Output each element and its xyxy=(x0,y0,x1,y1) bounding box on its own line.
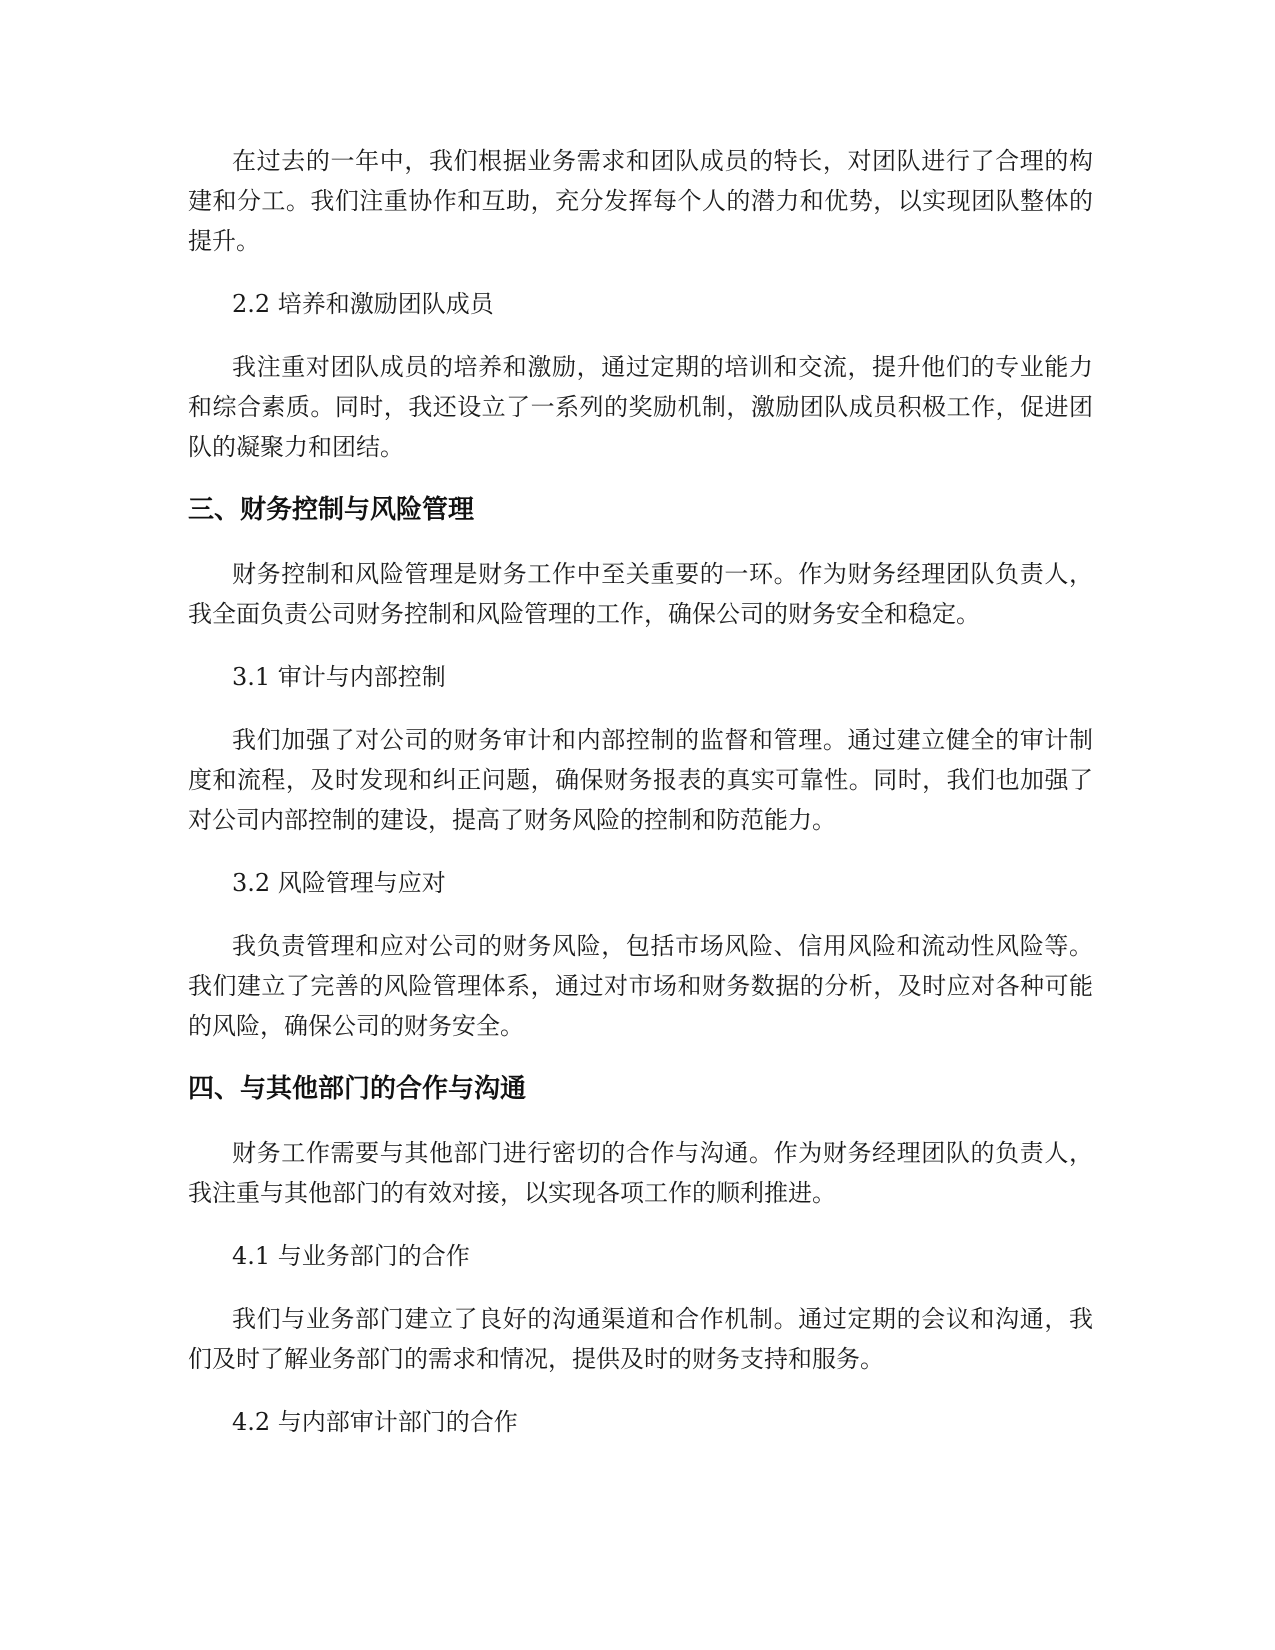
paragraph-cooperation: 财务工作需要与其他部门进行密切的合作与沟通。作为财务经理团队的负责人，我注重与其他部门的有效对接，以实现各项工作的顺利推进。 xyxy=(188,1139,1093,1207)
section-heading-3: 三、财务控制与风险管理 xyxy=(188,495,475,525)
subheading-3-1: 3.1 审计与内部控制 xyxy=(232,663,446,691)
paragraph-financial-control: 财务控制和风险管理是财务工作中至关重要的一环。作为财务经理团队负责人，我全面负责公司财务控制和风险管理的工作，确保公司的财务安全和稳定。 xyxy=(188,560,1093,628)
subheading-4-2: 4.2 与内部审计部门的合作 xyxy=(232,1408,518,1436)
subheading-3-2: 3.2 风险管理与应对 xyxy=(232,869,446,897)
paragraph-audit: 我们加强了对公司的财务审计和内部控制的监督和管理。通过建立健全的审计制度和流程，及时发现和纠正问题，确保财务报表的真实可靠性。同时，我们也加强了对公司内部控制的建设，提高了财务风险的控制和防范能力。 xyxy=(188,726,1093,834)
paragraph-risk-management: 我负责管理和应对公司的财务风险，包括市场风险、信用风险和流动性风险等。我们建立了完善的风险管理体系，通过对市场和财务数据的分析，及时应对各种可能的风险，确保公司的财务安全。 xyxy=(188,932,1093,1040)
section-heading-4: 四、与其他部门的合作与沟通 xyxy=(188,1074,527,1104)
paragraph-team-structure: 在过去的一年中，我们根据业务需求和团队成员的特长，对团队进行了合理的构建和分工。我们注重协作和互助，充分发挥每个人的潜力和优势，以实现团队整体的提升。 xyxy=(188,147,1093,255)
subheading-2-2: 2.2 培养和激励团队成员 xyxy=(232,290,494,318)
subheading-4-1: 4.1 与业务部门的合作 xyxy=(232,1242,470,1270)
paragraph-business-cooperation: 我们与业务部门建立了良好的沟通渠道和合作机制。通过定期的会议和沟通，我们及时了解业务部门的需求和情况，提供及时的财务支持和服务。 xyxy=(188,1305,1093,1373)
paragraph-team-training: 我注重对团队成员的培养和激励，通过定期的培训和交流，提升他们的专业能力和综合素质。同时，我还设立了一系列的奖励机制，激励团队成员积极工作，促进团队的凝聚力和团结。 xyxy=(188,353,1093,461)
document-body xyxy=(188,141,1093,1465)
